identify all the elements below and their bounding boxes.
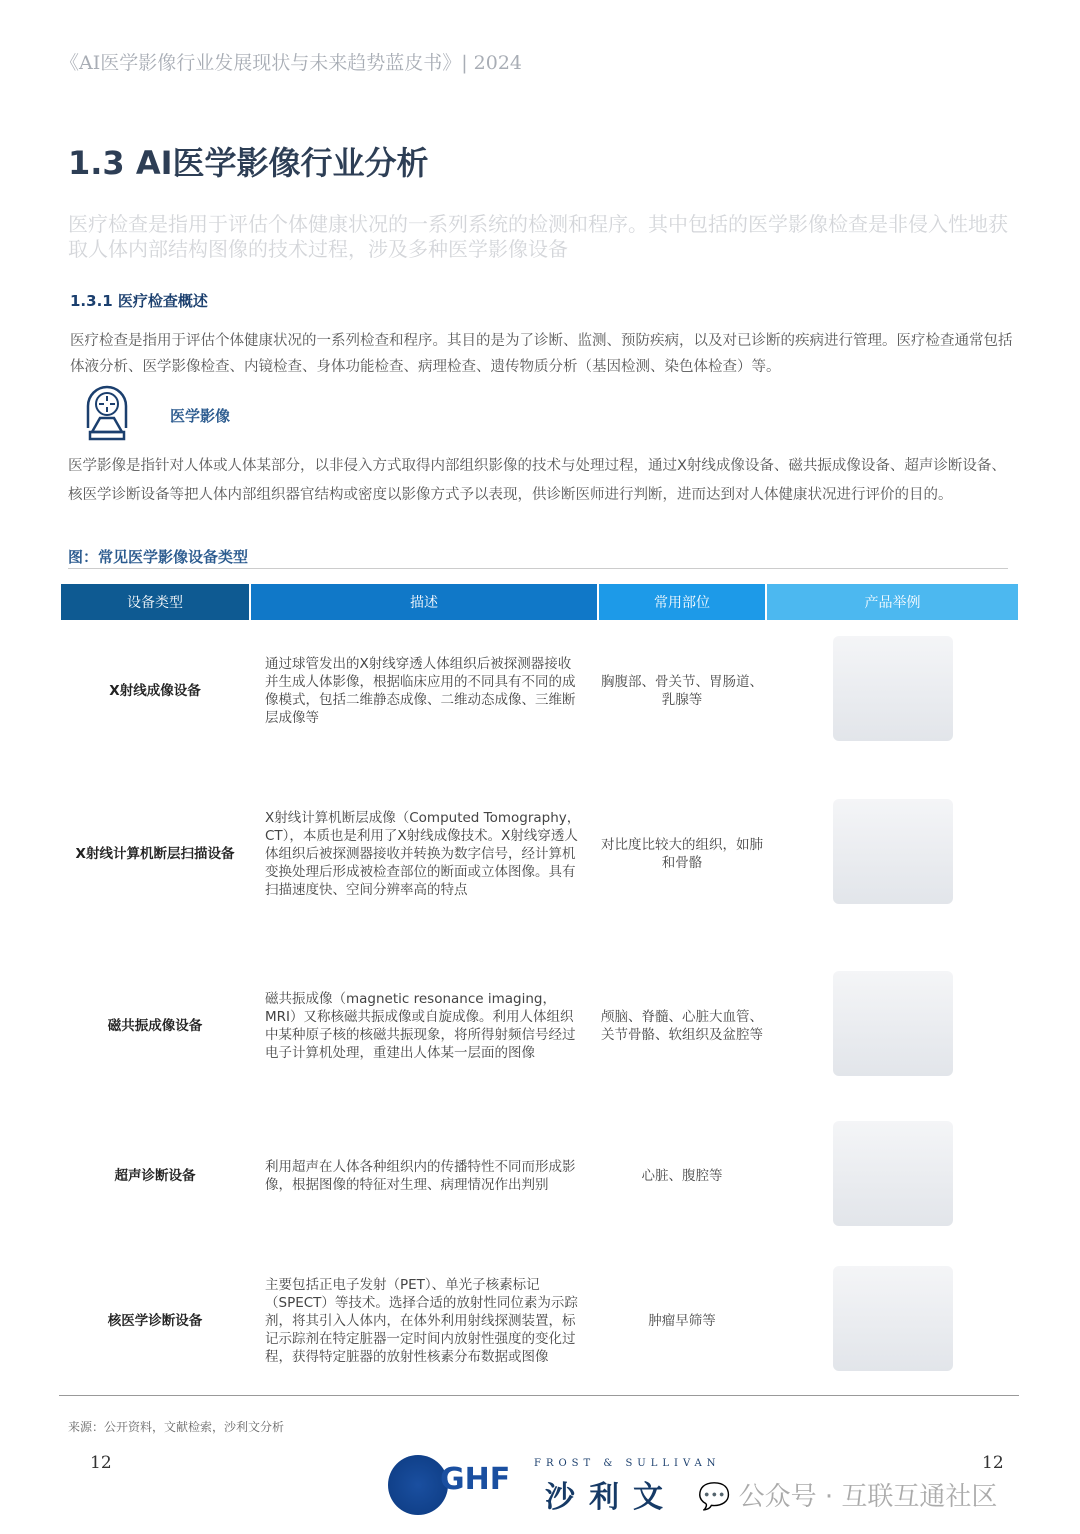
- subsection-heading: 1.3.1 医疗检查概述: [70, 292, 208, 310]
- figure-caption: 图：常见医学影像设备类型: [68, 548, 249, 566]
- column-header: 描述: [251, 584, 597, 620]
- device-type: X射线计算机断层扫描设备: [75, 846, 235, 862]
- running-header: 《AI医学影像行业发展现状与未来趋势蓝皮书》| 2024: [60, 52, 523, 74]
- ct-scanner-image: [833, 799, 953, 904]
- device-description: X射线计算机断层成像（Computed Tomography，CT），本质也是利用了X射线成像技术。X射线穿透人体组织后被探测器接收并转换为数字信号，经计算机变换处理后形成被检查部位的断面或立体图像。具有扫描速度快、空间分辨率高的特点: [265, 810, 581, 898]
- mri-scanner-icon: [82, 384, 132, 442]
- ultrasound-machine-image: [833, 1121, 953, 1226]
- table-row: [61, 620, 1018, 762]
- page-number-right: 12: [982, 1453, 1004, 1473]
- column-header: 产品举例: [767, 584, 1018, 620]
- divider: [68, 568, 1008, 569]
- icon-label: 医学影像: [170, 407, 231, 425]
- page-number-left: 12: [90, 1453, 112, 1473]
- lead-text: 医疗检查是指用于评估个体健康状况的一系列系统的检测和程序。其中包括的医学影像检查是非侵入性地获取人体内部结构图像的技术过程，涉及多种医学影像设备: [68, 212, 1008, 261]
- ghf-logo-text: GHF: [440, 1462, 511, 1497]
- wechat-icon: 💬: [698, 1482, 731, 1512]
- ghf-globe-logo: [388, 1455, 448, 1515]
- table-row: [61, 946, 1018, 1106]
- frost-sullivan-cn-logo: 沙利文: [545, 1480, 677, 1515]
- watermark-text: 公众号 · 互联互通社区: [738, 1482, 998, 1512]
- wechat-watermark: [698, 1476, 997, 1513]
- section-title: 1.3 AI医学影像行业分析: [68, 144, 429, 182]
- device-body-parts: 肿瘤早筛等: [648, 1313, 716, 1329]
- device-type: X射线成像设备: [109, 683, 201, 699]
- source-note: 来源：公开资料，文献检索，沙利文分析: [68, 1420, 285, 1434]
- device-description: 利用超声在人体各种组织内的传播特性不同而形成影像，根据图像的特征对生理、病理情况作出判别: [265, 1159, 576, 1193]
- device-type: 核医学诊断设备: [107, 1313, 203, 1329]
- table-row: [61, 1246, 1018, 1396]
- imaging-devices-table: [59, 584, 1020, 1396]
- paragraph-overview: 医疗检查是指用于评估个体健康状况的一系列检查和程序。其目的是为了诊断、监测、预防疾病，以及对已诊断的疾病进行管理。医疗检查通常包括体液分析、医学影像检查、内镜检查、身体功能检查、病理检查、遗传物质分析（基因检测、染色体检查）等。: [70, 333, 1013, 375]
- device-body-parts: 颅脑、脊髓、心脏大血管、关节骨骼、软组织及盆腔等: [601, 1009, 763, 1043]
- xray-machine-image: [833, 636, 953, 741]
- table-row: [61, 762, 1018, 946]
- device-type: 磁共振成像设备: [107, 1018, 203, 1034]
- device-description: 通过球管发出的X射线穿透人体组织后被探测器接收并生成人体影像，根据临床应用的不同具有不同的成像模式，包括二维静态成像、二维动态成像、三维断层成像等: [265, 656, 576, 726]
- paragraph-medical-imaging: 医学影像是指针对人体或人体某部分，以非侵入方式取得内部组织影像的技术与处理过程，通过X射线成像设备、磁共振成像设备、超声诊断设备、核医学诊断设备等把人体内部组织器官结构或密度以影像方式予以表现，供诊断医师进行判断，进而达到对人体健康状况进行评价的目的。: [68, 458, 1006, 503]
- divider: [59, 1395, 1019, 1396]
- table-row: [61, 1106, 1018, 1246]
- device-type: 超声诊断设备: [114, 1168, 196, 1184]
- device-body-parts: 心脏、腹腔等: [641, 1168, 723, 1184]
- device-body-parts: 对比度比较大的组织，如肺和骨骼: [601, 837, 763, 871]
- device-description: 主要包括正电子发射（PET）、单光子核素标记（SPECT）等技术。选择合适的放射性同位素为示踪剂，将其引入人体内，在体外利用射线探测装置，标记示踪剂在特定脏器一定时间内放射性强度的变化过程，获得特定脏器的放射性核素分布数据或图像: [265, 1277, 578, 1365]
- column-header: 常用部位: [599, 584, 765, 620]
- device-body-parts: 胸腹部、骨关节、胃肠道、乳腺等: [601, 674, 763, 708]
- frost-sullivan-logo: FROST & SULLIVAN: [534, 1458, 721, 1469]
- column-header: 设备类型: [61, 584, 249, 620]
- pet-scanner-image: [833, 1266, 953, 1371]
- mri-scanner-image: [833, 971, 953, 1076]
- device-description: 磁共振成像（magnetic resonance imaging，MRI）又称核磁共振成像或自旋成像。利用人体组织中某种原子核的核磁共振现象，将所得射频信号经过电子计算机处理，重建出人体某一层面的图像: [265, 991, 576, 1061]
